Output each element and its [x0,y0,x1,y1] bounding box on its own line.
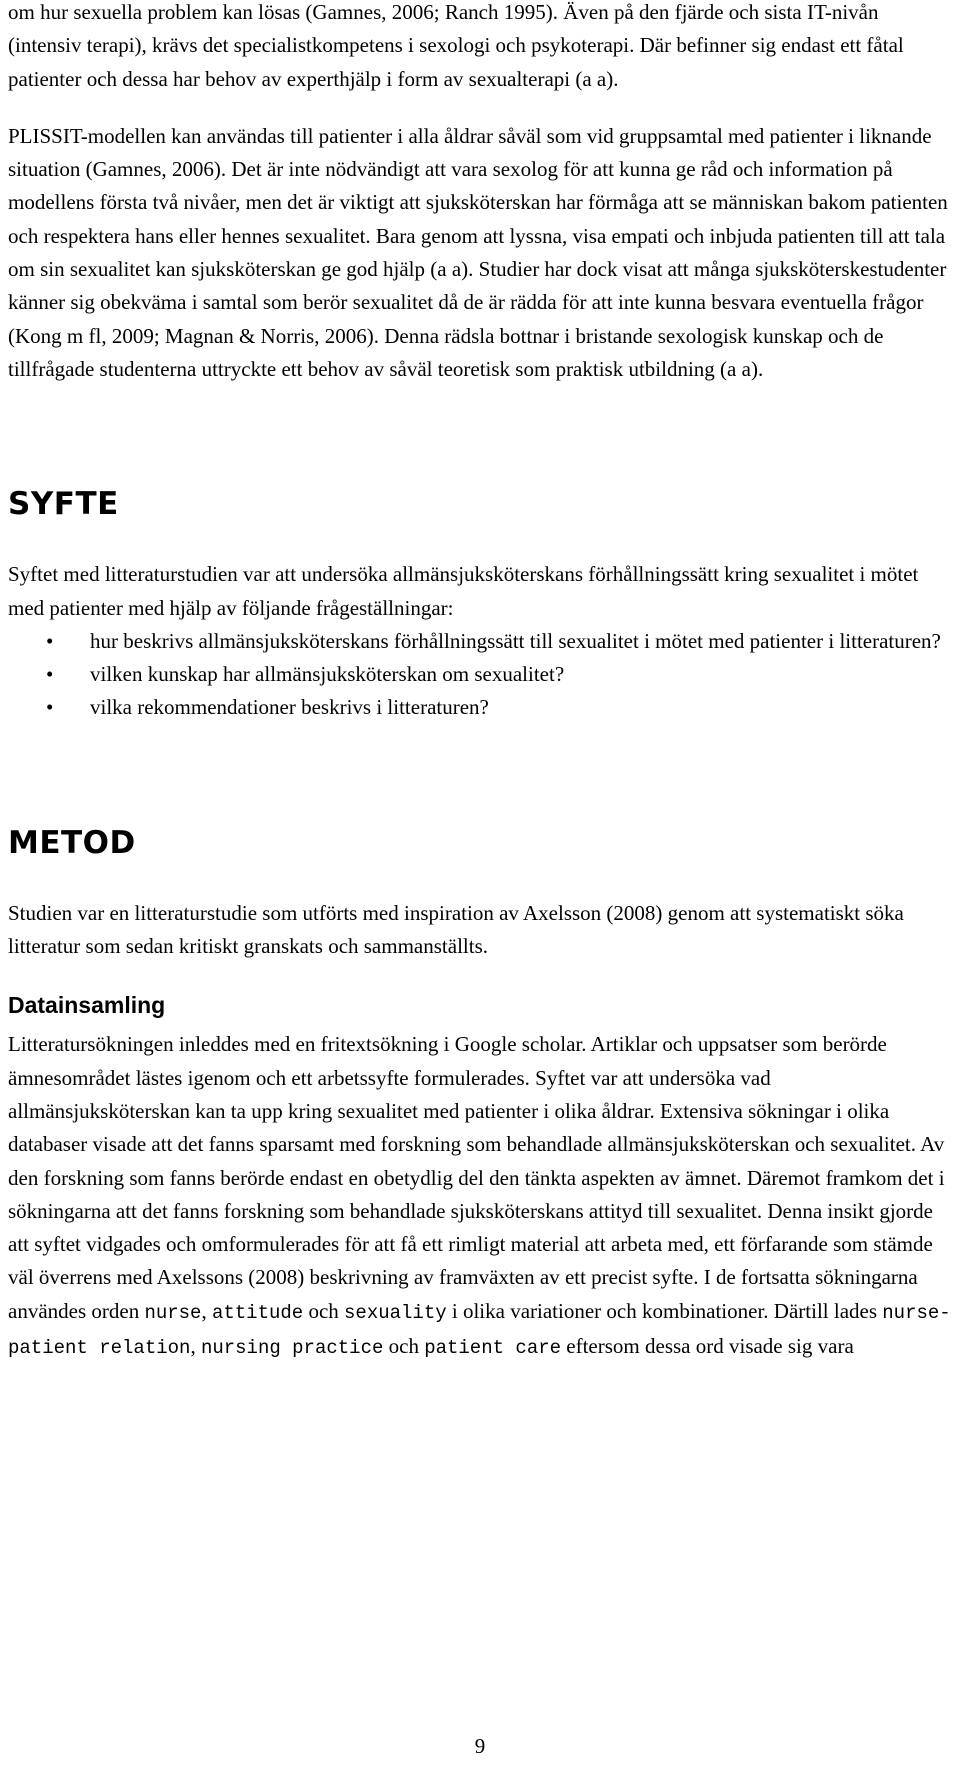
metod-heading: METOD [8,824,136,861]
datainsamling-paragraph [8,1028,952,1365]
search-term: nurse [144,1301,202,1324]
list-item [8,658,952,691]
bullet-icon: • [46,662,54,687]
bullet-icon: • [46,628,54,653]
paragraph-text: och [383,1334,425,1359]
syfte-paragraph: Syftet med litteraturstudien var att undersöka allmänsjuksköterskans förhållningssätt kring sexualitet i mötet med patienter med hjälp av följande frågeställningar: [8,562,919,620]
search-term: attitude [211,1301,304,1324]
paragraph-text: eftersom dessa ord visade sig vara [561,1334,854,1359]
paragraph-text: och [303,1298,345,1323]
paragraph-text: i olika variationer och kombinationer. Därtill lades [446,1298,883,1323]
intro-paragraph: om hur sexuella problem kan lösas (Gamnes, 2006; Ranch 1995). Även på den fjärde och sista IT-nivån (intensiv terapi), krävs det specialistkompetens i sexologi och psykoterapi. Där befinner sig endast ett fåtal patienter och dessa har behov av experthjälp i form av sexualterapi (a a). [8,0,904,91]
page-number: 9 [474,1734,486,1758]
list-item-text: hur beskrivs allmänsjuksköterskans förhållningssätt till sexualitet i mötet med patienter i litteraturen? [90,628,941,653]
list-item [8,691,952,724]
paragraph-text: , [201,1298,212,1323]
question-list [8,625,952,725]
plissit-paragraph: PLISSIT-modellen kan användas till patienter i alla åldrar såväl som vid gruppsamtal med patienter i liknande situation (Gamnes, 2006). Det är inte nödvändigt att vara sexolog för att kunna ge råd och information på modellens första två nivåer, men det är viktigt att sjuksköterskan har förmåga att se människan bakom patienten och respektera hans eller hennes sexualitet. Bara genom att lyssna, visa empati och inbjuda patienten till att tala om sin sexualitet kan sjuksköterskan ge god hjälp (a a). Studier har dock visat att många sjuksköterskestudenter känner sig obekväma i samtal som berör sexualitet då de är rädda för att inte kunna besvara eventuella frågor (Kong m fl, 2009; Magnan & Norris, 2006). Denna rädsla bottnar i bristande sexologisk kunskap och de tillfrågade studenterna uttryckte ett behov av såväl teoretisk som praktisk utbildning (a a). [8,123,948,381]
search-term: nurse-patient relation [8,1301,951,1360]
search-term: patient care [424,1337,562,1360]
datainsamling-heading: Datainsamling [8,992,166,1019]
list-item-text: vilka rekommendationer beskrivs i litteraturen? [90,695,489,720]
search-term: nursing practice [200,1337,384,1360]
paragraph-text: , [190,1334,201,1359]
metod-paragraph: Studien var en litteraturstudie som utförts med inspiration av Axelsson (2008) genom att systematiskt söka litteratur som sedan kritiskt granskats och sammanställts. [8,900,904,959]
syfte-heading: SYFTE [8,486,119,523]
paragraph-text: Litteratursökningen inleddes med en fritextsökning i Google scholar. Artiklar och uppsatser som berörde ämnesområdet lästes igenom och ett arbetssyfte formulerades. Syftet var att undersöka vad allmänsjuksköterskan kan ta upp kring sexualitet med patienter i olika åldrar. Extensiva sökningar i olika databaser visade att det fanns sparsamt med forskning som behandlade allmänsjuksköterskan och sexualitet. Av den forskning som fanns berörde endast en obetydlig del den tänkta aspekten av ämnet. Däremot framkom det i sökningarna att det fanns forskning som behandlade sjuksköterskans attityd till sexualitet. Denna insikt gjorde att syftet vidgades och omformulerades för att få ett rimligt material att arbeta med, ett förfarande som stämde väl överrens med Axelssons (2008) beskrivning av framväxten av ett precist syfte. I de fortsatta sökningarna användes orden [8,1032,945,1323]
bullet-icon: • [46,695,54,720]
list-item [8,625,952,658]
list-item-text: vilken kunskap har allmänsjuksköterskan om sexualitet? [90,662,565,687]
search-term: sexuality [344,1301,447,1324]
